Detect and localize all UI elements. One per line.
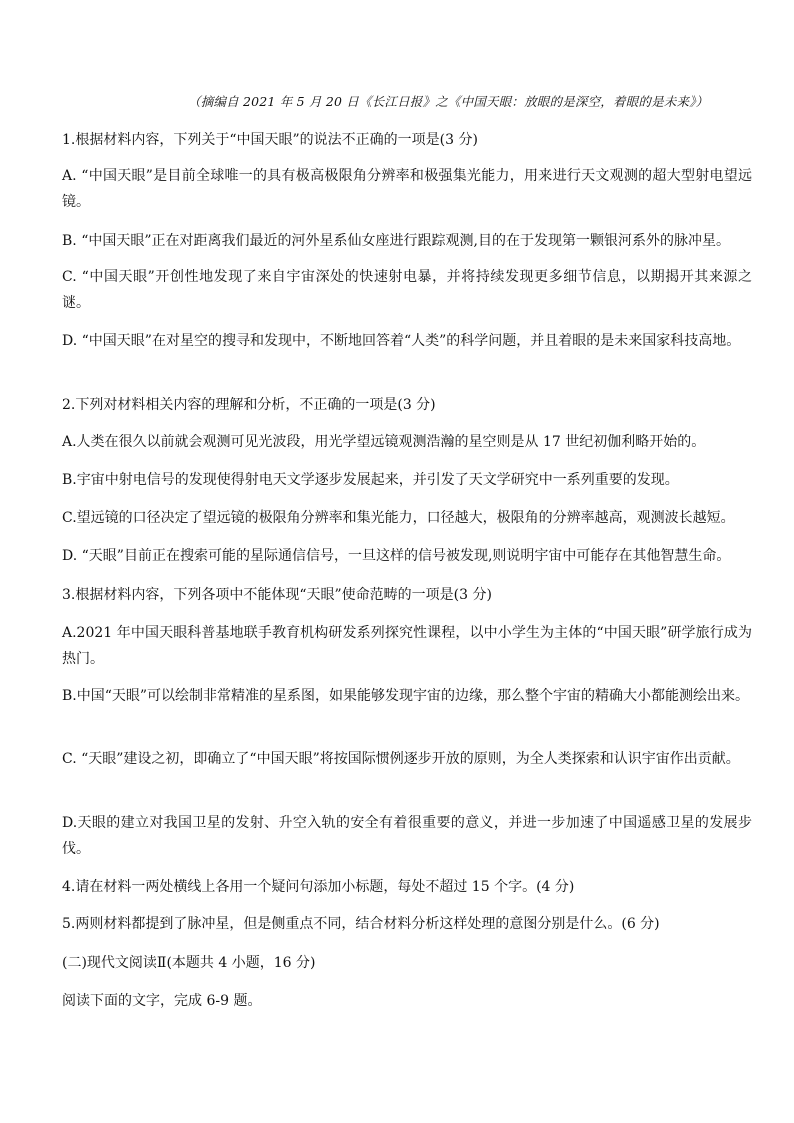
question-3-option-a: A.2021 年中国天眼科普基地联手教育机构研发系列探究性课程，以中小学生为主体的“中国天眼”研学旅行成为热门。 xyxy=(62,625,752,667)
question-3-option-b: B.中国“天眼”可以绘制非常精准的星系图，如果能够发现宇宙的边缘，那么整个宇宙的精确大小都能测绘出来。 xyxy=(62,688,750,704)
question-2-option-a: A.人类在很久以前就会观测可见光波段，用光学望远镜观测浩瀚的星空则是从 17 世纪初伽利略开始的。 xyxy=(62,434,706,450)
section-heading: (二)现代文阅读Ⅱ(本题共 4 小题，16 分) xyxy=(62,955,316,971)
question-2-stem: 2.下列对材料相关内容的理解和分析，不正确的一项是(3 分) xyxy=(62,397,436,413)
question-3-option-d: D.天眼的建立对我国卫星的发射、升空入轨的安全有着很重要的意义，并进一步加速了中国遥感卫星的发展步伐。 xyxy=(62,815,752,857)
question-1-option-d: D. “中国天眼”在对星空的搜寻和发现中，不断地回答着“人类”的科学问题，并且着眼的是未来国家科技高地。 xyxy=(62,333,741,349)
reading-instruction: 阅读下面的文字，完成 6-9 题。 xyxy=(62,993,262,1009)
question-2-option-c: C.望远镜的口径决定了望远镜的极限角分辨率和集光能力，口径越大，极限角的分辨率越高，观测波长越短。 xyxy=(62,510,735,526)
question-1-stem: 1.根据材料内容，下列关于“中国天眼”的说法不正确的一项是(3 分) xyxy=(62,132,478,148)
question-3-option-c: C. “天眼”建设之初，即确立了“中国天眼”将按国际惯例逐步开放的原则，为全人类探索和认识宇宙作出贡献。 xyxy=(62,751,740,767)
source-citation: （摘编自 2021 年 5 月 20 日《长江日报》之《中国天眼：放眼的是深空，着眼的是未来》） xyxy=(188,94,709,109)
question-5: 5.两则材料都提到了脉冲星，但是侧重点不同，结合材料分析这样处理的意图分别是什么。(6 分) xyxy=(62,916,660,932)
question-1-option-c: C. “中国天眼”开创性地发现了来自宇宙深处的快速射电暴，并将持续发现更多细节信息，以期揭开其来源之谜。 xyxy=(62,269,752,311)
question-1-option-b: B. “中国天眼”正在对距离我们最近的河外星系仙女座进行跟踪观测,目的在于发现第一颗银河系外的脉冲星。 xyxy=(62,233,730,249)
question-4: 4.请在材料一两处横线上各用一个疑问句添加小标题，每处不超过 15 个字。(4 分) xyxy=(62,879,575,895)
question-1-option-a: A. “中国天眼”是目前全球唯一的具有极高极限角分辨率和极强集光能力，用来进行天文观测的超大型射电望远镜。 xyxy=(62,168,752,210)
question-3-stem: 3.根据材料内容，下列各项中不能体现“天眼”使命范畴的一项是(3 分) xyxy=(62,587,492,603)
question-2-option-b: B.宇宙中射电信号的发现使得射电天文学逐步发展起来，并引发了天文学研究中一系列重要的发现。 xyxy=(62,472,679,488)
question-2-option-d: D. “天眼”目前正在搜索可能的星际通信信号，一旦这样的信号被发现,则说明宇宙中可能存在其他智慧生命。 xyxy=(62,548,731,564)
